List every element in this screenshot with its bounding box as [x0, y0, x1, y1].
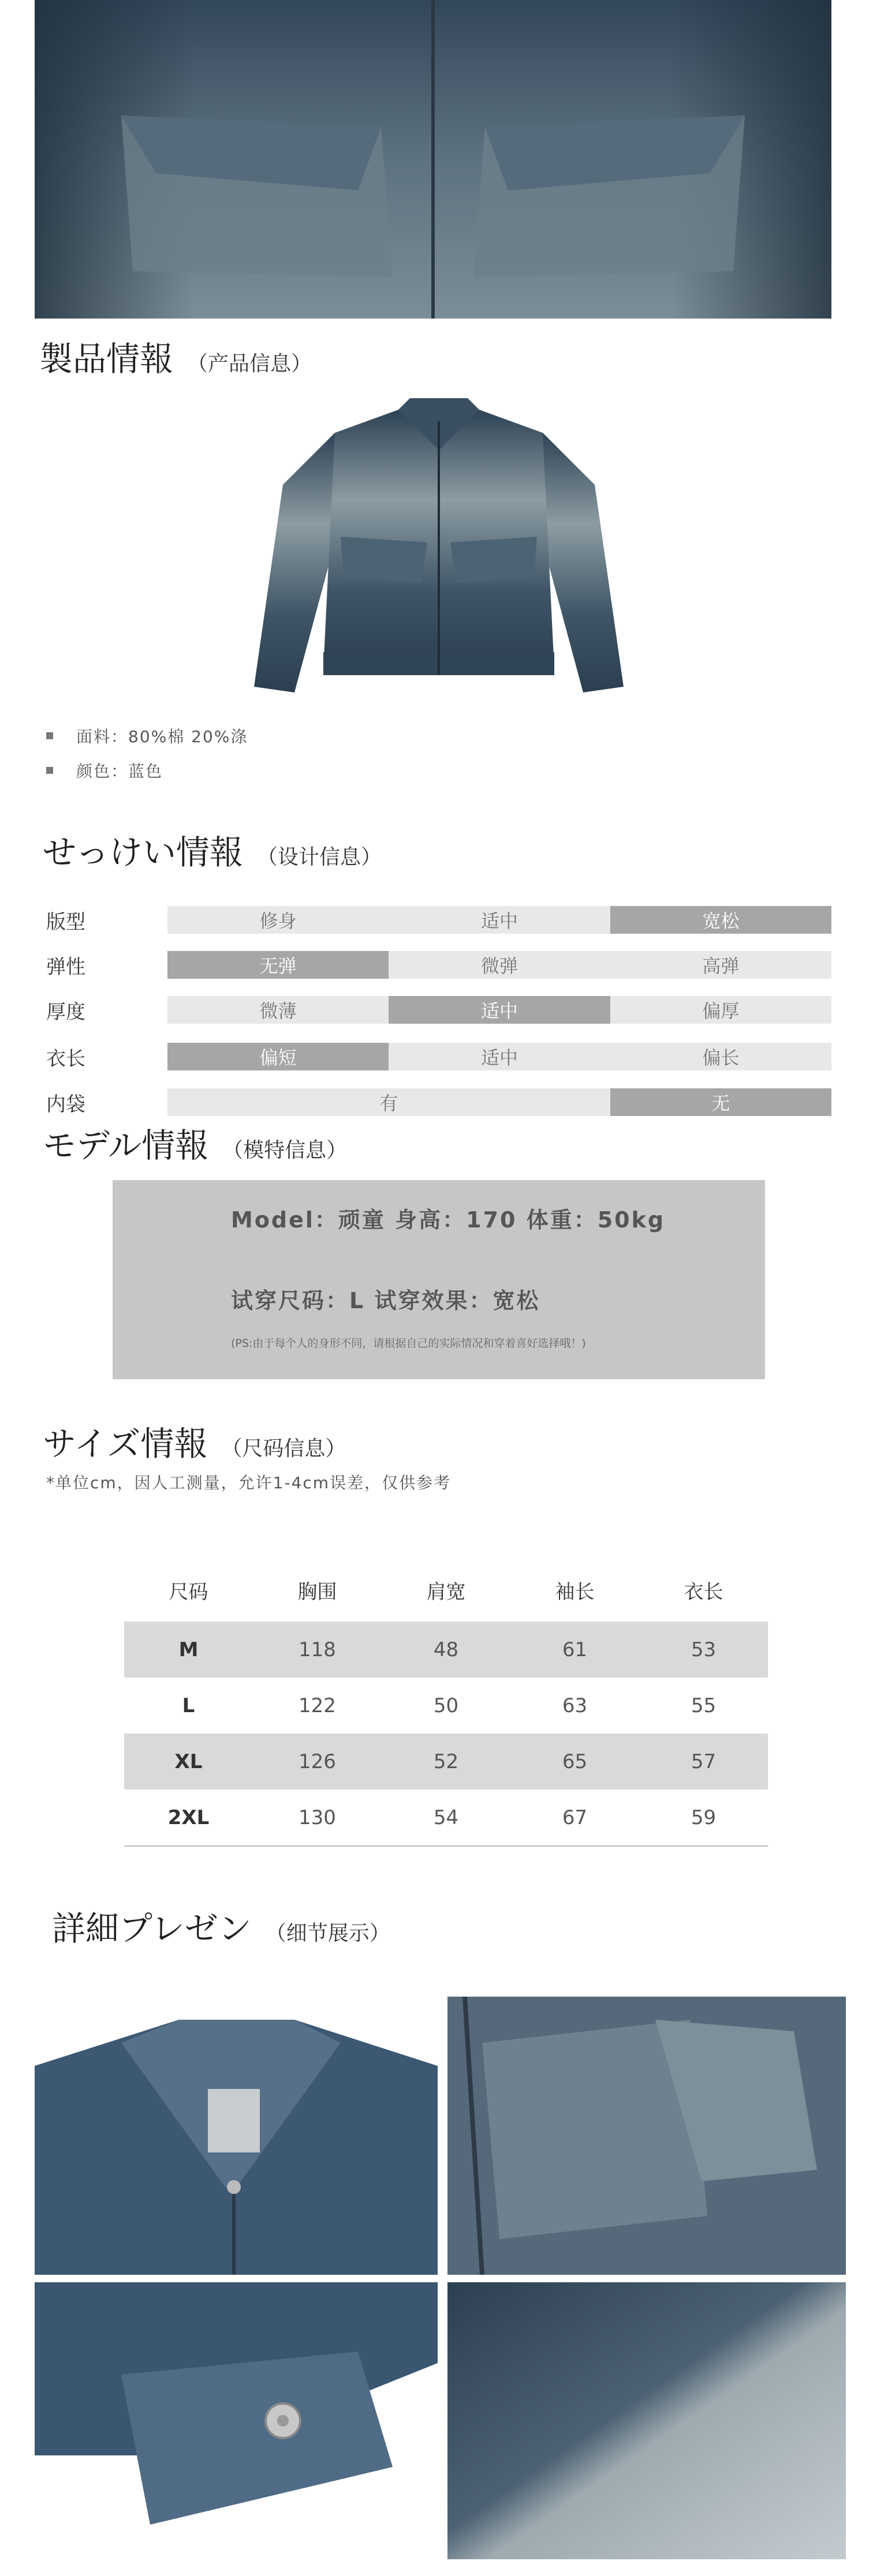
table-cell: 52 [433, 1750, 459, 1773]
attr-label: 厚度 [46, 1000, 85, 1024]
table-header-cell: 肩宽 [426, 1580, 466, 1604]
model-line-1: Model：顽童 身高：170 体重：50kg [231, 1207, 666, 1233]
detail-photo-pocket [447, 1997, 846, 2275]
table-cell: 130 [299, 1806, 336, 1829]
table-cell: 53 [691, 1638, 717, 1661]
attr-option: 偏厚 [702, 1000, 740, 1022]
table-cell: M [178, 1638, 199, 1661]
attr-option: 有 [379, 1092, 398, 1114]
section-title: せっけい情報 [43, 833, 243, 872]
section-title: 詳細プレゼン [52, 1909, 252, 1948]
detail-photo-cuff [35, 2282, 438, 2559]
product-photo [248, 398, 629, 710]
section-size-heading [43, 1417, 346, 1465]
table-cell: L [182, 1694, 195, 1717]
table-cell: 122 [299, 1694, 336, 1717]
attr-option: 微弹 [480, 955, 518, 977]
attr-row-thickness [46, 995, 831, 1025]
table-cell: 48 [433, 1638, 459, 1661]
table-cell: XL [174, 1750, 203, 1773]
table-bottom-divider [124, 1845, 768, 1847]
attr-option: 高弹 [702, 955, 740, 977]
table-header-cell: 袖长 [555, 1580, 595, 1604]
table-header-row [124, 1558, 768, 1622]
hero-photo [35, 0, 831, 319]
section-detail-heading [52, 1901, 390, 1950]
table-cell: 2XL [167, 1806, 210, 1829]
attr-label: 衣长 [46, 1047, 85, 1070]
table-cell: 54 [433, 1806, 459, 1829]
section-model-heading [43, 1118, 347, 1167]
attr-row-inner-pocket [46, 1087, 831, 1117]
attr-option: 适中 [480, 910, 518, 932]
attr-bar [167, 1088, 831, 1116]
section-subtitle: （产品信息） [187, 352, 312, 376]
attr-row-elasticity [46, 950, 831, 980]
size-table [124, 1558, 768, 1847]
table-cell: 65 [562, 1750, 588, 1773]
attr-row-fit [46, 905, 831, 935]
attr-option-selected: 偏短 [167, 1043, 389, 1070]
section-design-heading [43, 825, 382, 874]
detail-photo-fabric [447, 2282, 846, 2559]
spec-item: 面料：80%棉 20%涤 [46, 718, 248, 753]
section-title: サイズ情報 [43, 1424, 208, 1463]
table-cell: 126 [299, 1750, 336, 1773]
attr-label: 弹性 [46, 955, 85, 979]
spec-item: 颜色：蓝色 [46, 753, 248, 788]
attr-option: 适中 [480, 1047, 518, 1069]
attr-label: 内袋 [46, 1092, 85, 1116]
table-cell: 118 [299, 1638, 336, 1661]
table-cell: 59 [691, 1806, 717, 1829]
size-note: *单位cm，因人工测量，允许1-4cm误差，仅供参考 [46, 1473, 452, 1492]
attr-option: 偏长 [702, 1047, 740, 1069]
attr-bar [167, 996, 831, 1024]
section-product-heading [39, 332, 312, 380]
table-header-cell: 衣长 [684, 1580, 723, 1604]
model-line-2: 试穿尺码：L 试穿效果：宽松 [231, 1288, 540, 1313]
attr-row-length [46, 1042, 831, 1072]
attr-option: 微薄 [259, 1000, 297, 1022]
section-subtitle: （尺码信息） [221, 1437, 346, 1461]
bullet-square-icon [46, 767, 53, 774]
attr-bar [167, 906, 831, 934]
table-cell: 50 [433, 1694, 459, 1717]
product-spec-list [46, 718, 248, 788]
attr-bar [167, 1043, 831, 1070]
attr-option-selected: 宽松 [610, 906, 831, 934]
attr-label: 版型 [46, 910, 85, 934]
table-row [124, 1678, 768, 1733]
table-row [124, 1622, 768, 1678]
section-subtitle: （细节展示） [265, 1922, 390, 1945]
model-info-box [113, 1180, 765, 1379]
table-row [124, 1733, 768, 1789]
table-cell: 55 [691, 1694, 717, 1717]
attr-option: 修身 [259, 910, 297, 932]
section-title: モデル情報 [43, 1126, 209, 1165]
table-cell: 61 [562, 1638, 588, 1661]
table-row [124, 1789, 768, 1845]
attr-option-selected: 适中 [389, 996, 610, 1024]
section-subtitle: （设计信息） [256, 845, 382, 869]
section-subtitle: （模特信息） [222, 1139, 348, 1162]
section-title: 製品情報 [39, 339, 174, 379]
attr-bar [167, 951, 831, 979]
table-cell: 57 [691, 1750, 717, 1773]
model-note: (PS:由于每个人的身形不同，请根据自己的实际情况和穿着喜好选择哦！) [231, 1337, 586, 1350]
bullet-square-icon [46, 732, 53, 739]
attr-option-selected: 无弹 [167, 951, 389, 979]
table-cell: 63 [562, 1694, 588, 1717]
table-cell: 67 [562, 1806, 588, 1829]
table-header-cell: 胸围 [297, 1580, 337, 1604]
table-header-cell: 尺码 [169, 1580, 208, 1604]
detail-photo-collar [35, 1997, 438, 2275]
attr-option-selected: 无 [610, 1088, 831, 1116]
